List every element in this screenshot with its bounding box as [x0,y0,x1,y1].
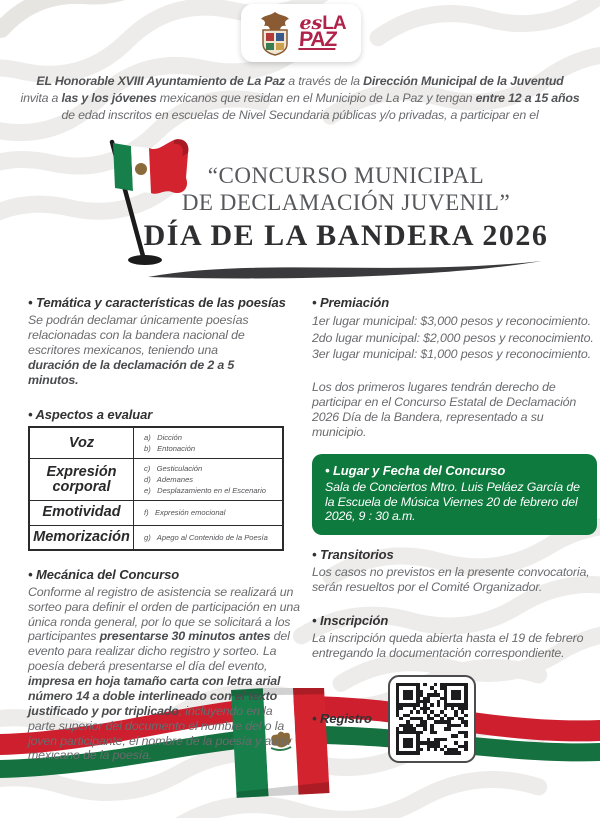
lugar-fecha-box [312,454,597,536]
section-registro [312,675,597,763]
title-line-2: DE DECLAMACIÓN JUVENIL” [181,190,511,216]
brand-es: es [299,11,323,34]
section-aspectos [28,407,302,550]
table-row: Emotividad f) Expresión emocional [30,501,282,525]
left-column [28,295,302,777]
aspectos-heading: • Aspectos a evaluar [28,407,153,423]
coat-of-arms-icon [256,10,294,56]
tematica-heading: • Temática y características de las poesías [28,295,286,310]
section-premiacion [312,295,597,440]
mecanica-body: Conforme al registro de asistencia se realizará un sorteo para definir el orden de participación en una única ronda general, por lo que se solicitará a los participantes presentarse 30 minutos antes del evento para realizar dicho registro y sorteo. La poesía deberá presentarse el día del evento, impresa en hoja tamaño carta con letra arial número 14 a doble interlineado con el texto justificado y por triplicado, incluyendo en la parte superior del documento el nombre del o la joven participante, el nombre de la poesía y autor mexicano de la poesía. [28,584,300,763]
transitorios-heading: • Transitorios [312,547,394,563]
premiacion-line: 3er lugar municipal: $1,000 pesos y reconocimiento. [312,347,591,362]
section-mecanica [28,567,302,764]
premiacion-line: 1er lugar municipal: $3,000 pesos y reconocimiento. [312,314,591,328]
title-line-1: “CONCURSO MUNICIPAL [207,163,485,188]
swoosh-underline [146,255,546,281]
lugar-heading: • Lugar y Fecha del Concurso [325,462,506,478]
premiacion-heading: • Premiación [312,295,390,310]
inscripcion-heading: • Inscripción [312,613,389,629]
section-tematica [28,295,302,387]
section-inscripcion [312,613,597,661]
section-transitorios [312,547,597,595]
table-row: Voz a) Dicción b) Entonación [30,428,282,459]
right-column [312,295,597,763]
tematica-body: Se podrán declamar únicamente poesías relacionadas con la bandera nacional de escritores mexicanos, teniendo una duración de la declamación de 2 a 5 minutos. [28,313,249,387]
intro-line-3: de edad inscritos en escuelas de Nivel Secundaria públicas y/o privadas, a participar en el [61,108,539,123]
intro-text [0,73,600,124]
title-line-3: DÍA DE LA BANDERA 2026 [143,219,549,253]
qr-code [388,675,476,763]
city-logo [241,4,361,62]
intro-line-1: EL Honorable XVIII Ayuntamiento de La Paz a través de la Dirección Municipal de la Juventud [36,74,564,88]
brand-paz: PAZ [298,28,338,52]
mecanica-heading: • Mecánica del Concurso [28,566,180,582]
contest-title [140,162,552,281]
registro-label: • Registro [312,711,372,727]
brand-la: LA [322,12,346,34]
lugar-body: Sala de Conciertos Mtro. Luis Peláez García de la Escuela de Música Viernes 20 de febrero del 2026, 9 : 30 a.m. [325,479,580,524]
table-row: Memorización g) Apego al Contenido de la Poesía [30,526,282,549]
brand-wordmark [298,11,346,52]
inscripcion-body: La inscripción queda abierta hasta el 19 de febrero entregando la documentación correspondiente. [312,631,584,660]
table-row: Expresión corporal c) Gesticulación d) Ademanes e) Desplazamiento en el Escenario [30,459,282,501]
premiacion-note: Los dos primeros lugares tendrán derecho de participar en el Concurso Estatal de Declamación 2026 Día de la Bandera, representado a su municipio. [312,380,577,439]
evaluation-table [28,426,284,550]
transitorios-body: Los casos no previstos en la presente convocatoria, serán resueltos por el Comité Organizador. [312,565,590,595]
intro-line-2: invita a las y los jóvenes mexicanos que residan en el Municipio de La Paz y tengan entre 12 a 15 años [20,91,580,106]
qr-code-grid [396,683,468,755]
premiacion-line: 2do lugar municipal: $2,000 pesos y reconocimiento. [312,330,594,345]
